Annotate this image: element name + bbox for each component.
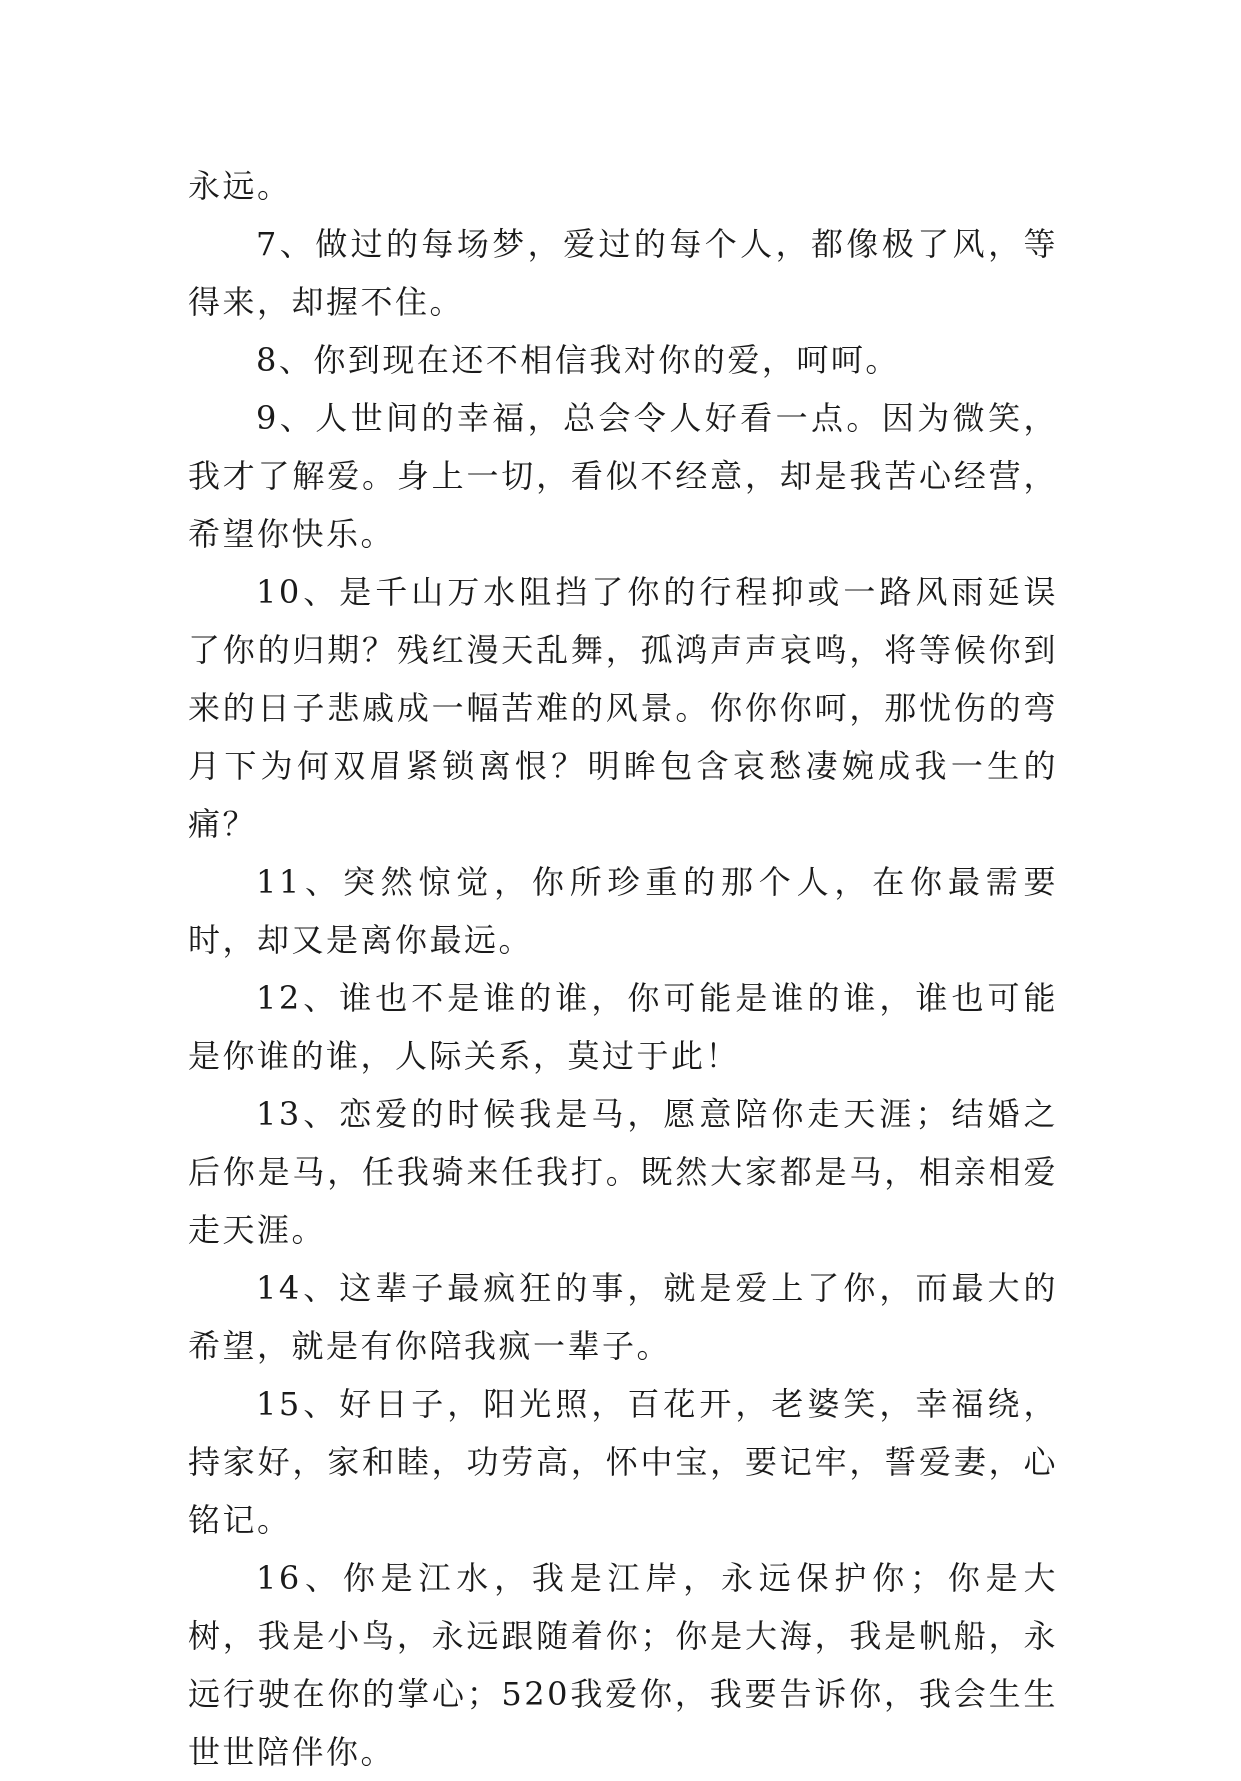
paragraph-item-15: 15、好日子，阳光照，百花开，老婆笑，幸福绕，持家好，家和睦，功劳高，怀中宝，要记牢，誓爱妻，心铭记。: [188, 1385, 1058, 1539]
paragraph-item-16: 16、你是江水，我是江岸，永远保护你；你是大树，我是小鸟，永远跟随着你；你是大海，我是帆船，永远行驶在你的掌心；520我爱你，我要告诉你，我会生生世世陪伴你。: [188, 1559, 1058, 1771]
paragraph-item-13: 13、恋爱的时候我是马，愿意陪你走天涯；结婚之后你是马，任我骑来任我打。既然大家都是马，相亲相爱走天涯。: [188, 1095, 1058, 1249]
paragraph-item-12: 12、谁也不是谁的谁，你可能是谁的谁，谁也可能是你谁的谁，人际关系，莫过于此！: [188, 979, 1058, 1075]
paragraph-continuation: 永远。: [188, 167, 292, 205]
paragraph-item-7: 7、做过的每场梦，爱过的每个人，都像极了风，等得来，却握不住。: [188, 225, 1058, 321]
document-body: [188, 157, 1058, 1781]
paragraph-item-10: 10、是千山万水阻挡了你的行程抑或一路风雨延误了你的归期？残红漫天乱舞，孤鸿声声哀鸣，将等候你到来的日子悲戚成一幅苦难的风景。你你你呵，那忧伤的弯月下为何双眉紧锁离恨？明眸包含哀愁凄婉成我一生的痛？: [188, 573, 1058, 843]
paragraph-item-9: 9、人世间的幸福，总会令人好看一点。因为微笑，我才了解爱。身上一切，看似不经意，却是我苦心经营，希望你快乐。: [188, 399, 1058, 553]
paragraph-item-8: 8、你到现在还不相信我对你的爱，呵呵。: [256, 341, 900, 379]
paragraph-item-14: 14、这辈子最疯狂的事，就是爱上了你，而最大的希望，就是有你陪我疯一辈子。: [188, 1269, 1058, 1365]
paragraph-item-11: 11、突然惊觉，你所珍重的那个人，在你最需要时，却又是离你最远。: [188, 863, 1058, 959]
